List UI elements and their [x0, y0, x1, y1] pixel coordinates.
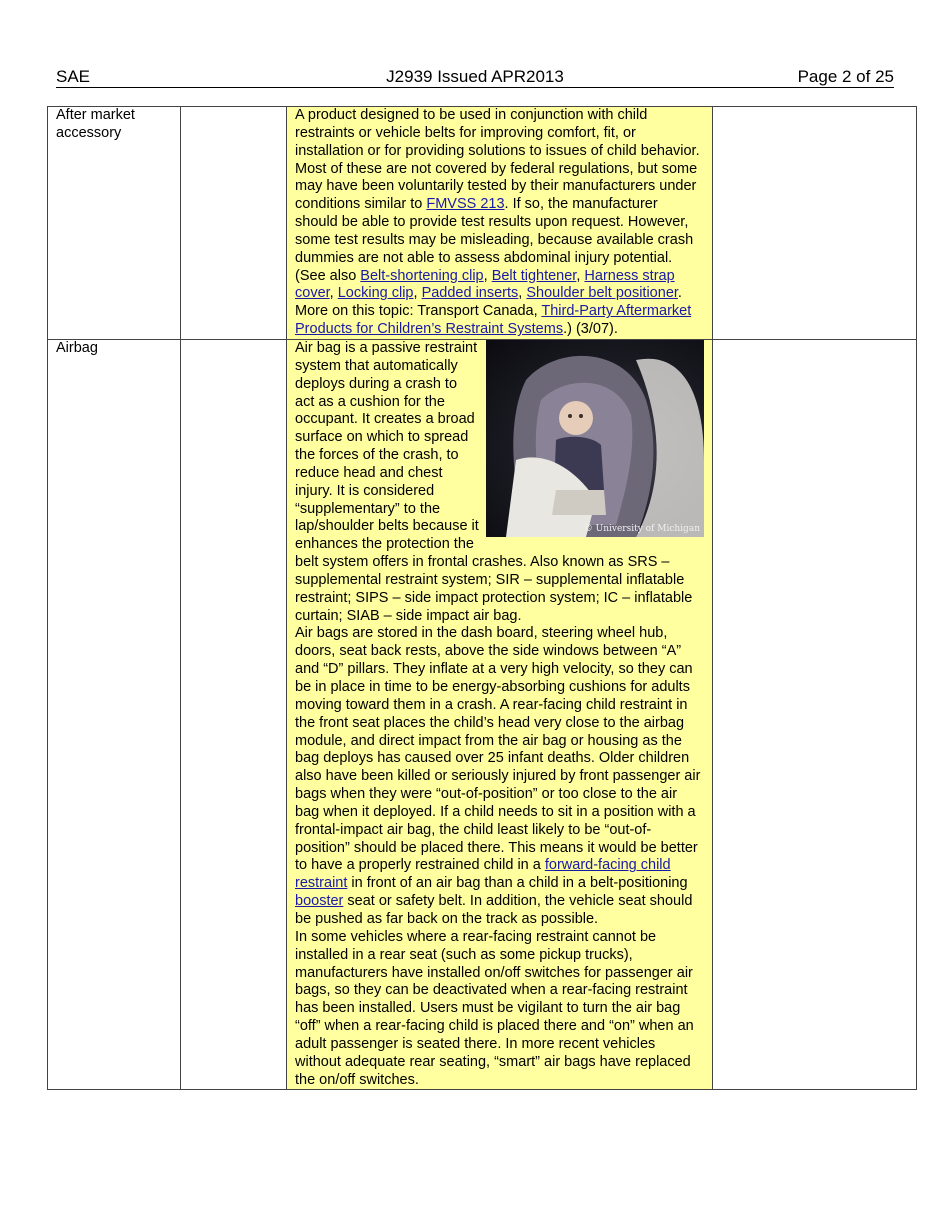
definition-cell — [287, 107, 713, 340]
link-forward-facing-child-restraint[interactable]: forward-facing child restraint — [295, 857, 671, 892]
link-harness-strap-cover[interactable]: Harness strap cover — [295, 267, 675, 302]
table-row — [48, 107, 917, 340]
empty-cell — [713, 339, 917, 1089]
link-padded-inserts[interactable]: Padded inserts — [421, 285, 519, 302]
link-fmvss-213[interactable]: FMVSS 213 — [426, 196, 505, 213]
link-booster[interactable]: booster — [295, 893, 344, 910]
definition-paragraph-3: In some vehicles where a rear-facing restraint cannot be installed in a rear seat (such as some pickup trucks), manufacturers have installed on/off switches for passenger air bags, so they can be deactivated when a rear-facing restraint has been installed. Users must be vigilant to turn the air bag “off” when a rear-facing child is placed there and “on” when an adult passenger is seated there. In more recent vehicles without adequate rear seating, “smart” air bags have replaced the on/off switches. — [295, 928, 694, 1088]
link-belt-shortening-clip[interactable]: Belt-shortening clip — [360, 267, 484, 284]
infant-car-seat-photo — [486, 340, 704, 537]
link-shoulder-belt-positioner[interactable]: Shoulder belt positioner — [526, 285, 678, 302]
term-cell — [48, 339, 181, 1089]
definition-cell — [287, 339, 713, 1089]
term-airbag: Airbag — [56, 339, 98, 356]
definition-text: A product designed to be used in conjunction with child restraints or vehicle belts for improving comfort, fit, or installation or for providing solutions to issues of child behavior. Most of these are not covered by federal regulations, but some may have been voluntarily tested by their manufacturers under conditions similar to FMVSS 213. If so, the manufacturer should be able to provide test results upon request. However, some test results may be misleading, because available crash dummies are not able to assess abdominal injury potential. (See also Belt-shortening clip, Belt tightener, Harness strap cover, Locking clip, Padded inserts, Shoulder belt positioner. More on this topic: Transport Canada, Third-Party Aftermarket Products for Children’s Restraint Systems.) (3/07). — [295, 107, 700, 338]
empty-cell — [181, 339, 287, 1089]
header-page-number: Page 2 of 25 — [797, 67, 894, 86]
header-document-id: J2939 Issued APR2013 — [386, 67, 564, 86]
empty-cell — [181, 107, 287, 340]
page-header — [56, 67, 894, 88]
table-row — [48, 339, 917, 1089]
empty-cell — [713, 107, 917, 340]
infant-head — [559, 401, 593, 435]
term-after-market-accessory: After market accessory — [56, 107, 135, 141]
definition-paragraph-2: Air bags are stored in the dash board, steering wheel hub, doors, seat back rests, above the side windows between “A” and “D” pillars. They inflate at a very high velocity, so they can be in place in time to be energy-absorbing cushions for adults moving toward them in a crash. A rear-facing child restraint in the front seat places the child’s head very close to the airbag module, and direct impact from the air bag or housing as the bag deploys has caused over 25 infant deaths. Older children also have been killed or seriously injured by front passenger air bags when they were “out-of-position” or too close to the air bag when it deployed. If a child needs to sit in a position with a frontal-impact air bag, the child least likely to be “out-of-position” should be placed there. This means it would be better to have a properly restrained child in a forward-facing child restraint in front of an air bag than a child in a belt-positioning booster seat or safety belt. In addition, the vehicle seat should be pushed as far back on the track as possible. — [295, 625, 701, 927]
glossary-table — [47, 106, 917, 1090]
image-credit: © University of Michigan — [583, 523, 700, 534]
term-cell — [48, 107, 181, 340]
photo-illustration — [486, 340, 704, 537]
header-org: SAE — [56, 67, 91, 86]
link-belt-tightener[interactable]: Belt tightener — [491, 267, 577, 284]
definition-paragraph-1: Air bag is a passive restraint system that automatically deploys during a crash to act as a cushion for the occupant. It creates a broad surface on which to spread the forces of the crash, to reduce head and chest injury. It is considered “supplementary” to the lap/shoulder belts because it enhances the protection the belt system offers in frontal crashes. Also known as SRS – supplemental restraint system; SIR – supplemental inflatable restraint; SIPS – side impact protection system; IC – inflatable curtain; SIAB – side impact air bag. — [295, 339, 693, 624]
link-locking-clip[interactable]: Locking clip — [337, 285, 414, 302]
link-third-party-aftermarket-products[interactable]: Third-Party Aftermarket Products for Children’s Restraint Systems — [295, 303, 692, 338]
